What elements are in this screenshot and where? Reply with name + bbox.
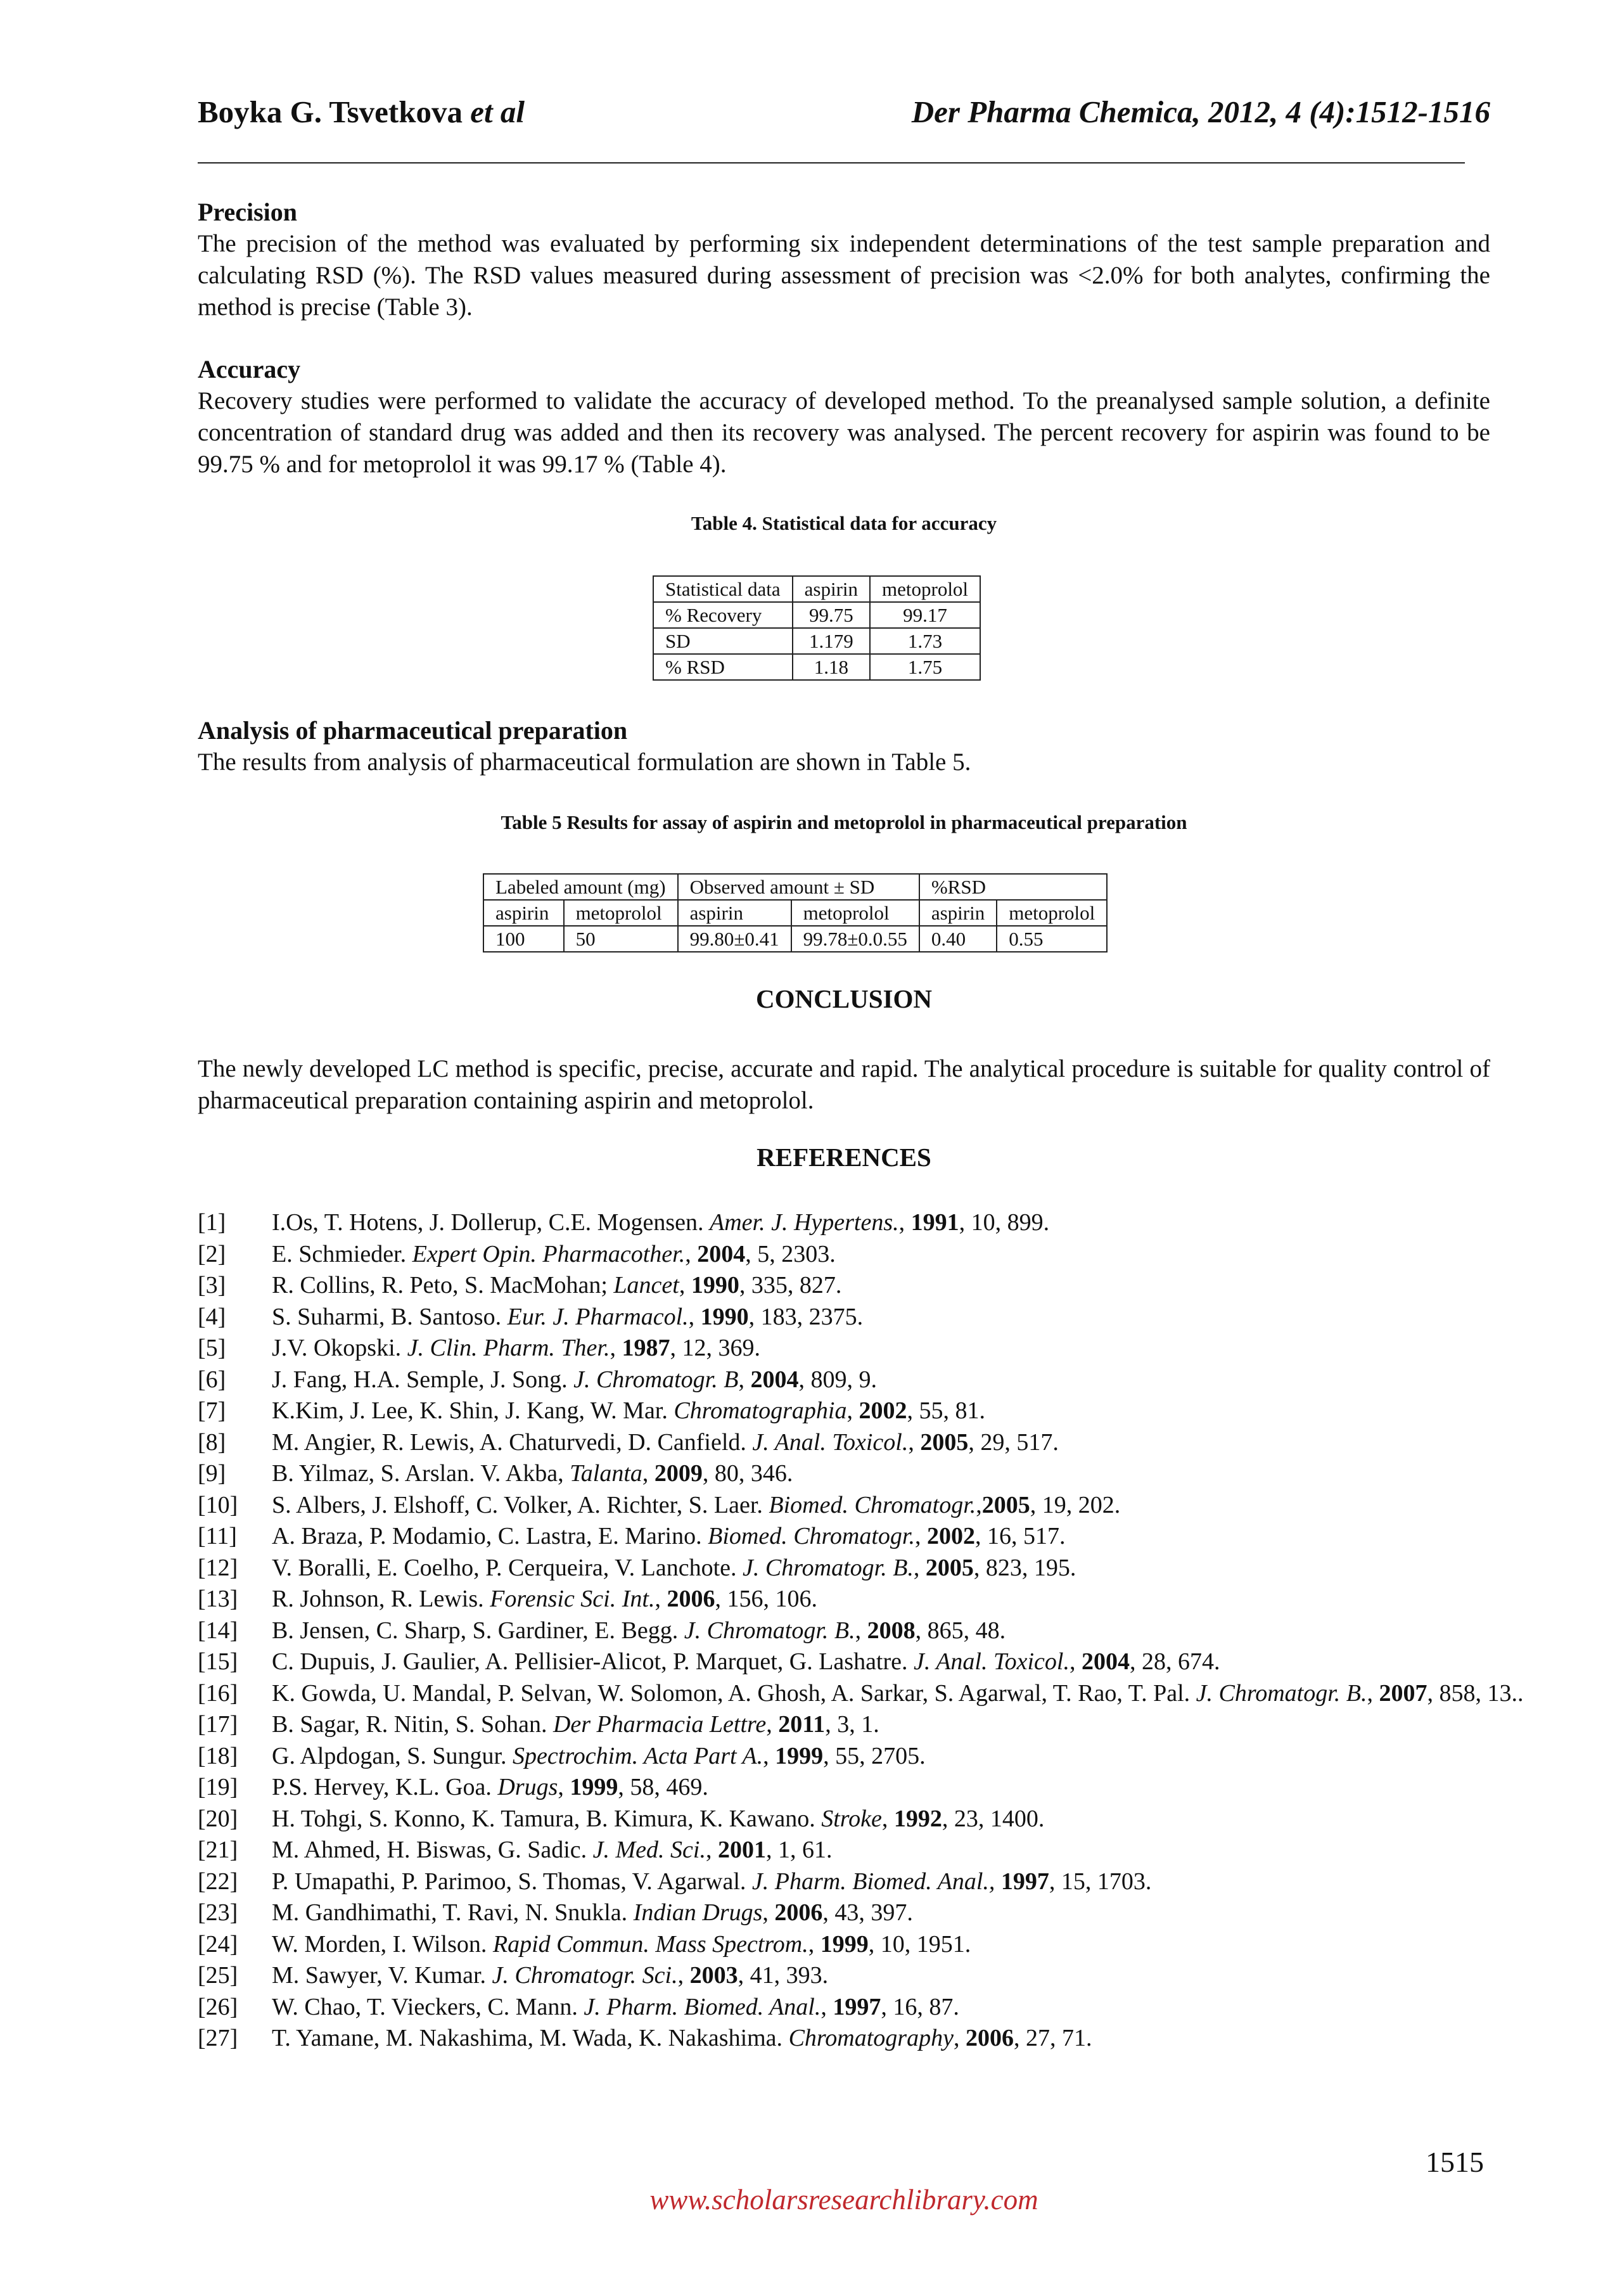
reference-item	[198, 1458, 1541, 1490]
reference-text	[272, 1364, 1541, 1396]
reference-authors: S. Suharmi, B. Santoso.	[272, 1303, 508, 1330]
reference-number: [21]	[198, 1837, 238, 1863]
reference-authors: W. Morden, I. Wilson.	[272, 1930, 493, 1958]
table-cell: 1.75	[870, 654, 980, 680]
reference-journal: Eur. J. Pharmacol.	[507, 1303, 689, 1330]
conclusion-section	[198, 1053, 1490, 1117]
table-header-cell: aspirin	[919, 900, 997, 926]
reference-journal: J. Med. Sci.	[592, 1837, 706, 1863]
reference-journal: Amer. J. Hypertens.	[709, 1209, 899, 1236]
reference-separator: ,	[762, 1899, 775, 1926]
reference-year: 1997	[833, 1993, 881, 2020]
reference-text	[272, 2023, 1541, 2055]
accuracy-paragraph: Recovery studies were performed to validate the accuracy of developed method. To the preanalysed sample solution, a definite concentration of standard drug was added and then its recovery was analysed. The percent recovery for aspirin was found to be 99.75 % and for metoprolol it was 99.17 % (Table 4).	[198, 387, 1490, 478]
reference-journal: Biomed. Chromatogr.	[769, 1491, 976, 1518]
reference-separator: ,	[821, 1993, 833, 2020]
reference-authors: B. Yilmaz, S. Arslan. V. Akba,	[272, 1460, 570, 1487]
reference-number: [4]	[198, 1303, 226, 1330]
table-row	[653, 576, 980, 602]
reference-year: 2004	[750, 1366, 799, 1393]
reference-number: [27]	[198, 2025, 238, 2051]
reference-text	[272, 1584, 1541, 1615]
reference-volume-pages: , 12, 369.	[670, 1335, 760, 1361]
reference-item	[198, 1521, 1541, 1553]
precision-title: Precision	[198, 198, 298, 226]
reference-year: 1999	[570, 1774, 618, 1800]
reference-authors: R. Johnson, R. Lewis.	[272, 1586, 490, 1612]
reference-text	[272, 1992, 1541, 2023]
reference-number: [1]	[198, 1209, 226, 1236]
page-number: 1515	[1426, 2146, 1484, 2178]
reference-item	[198, 1992, 1541, 2023]
references-list	[198, 1207, 1541, 2055]
reference-authors: W. Chao, T. Vieckers, C. Mann.	[272, 1993, 584, 2020]
reference-year: 2005	[920, 1428, 969, 1456]
reference-journal: J. Chromatogr. B.	[684, 1617, 855, 1644]
reference-item	[198, 1772, 1541, 1804]
reference-volume-pages: , 858, 13..	[1427, 1679, 1524, 1707]
table-cell: 1.73	[870, 628, 980, 654]
reference-journal: Stroke	[821, 1805, 882, 1832]
table5	[483, 873, 1108, 952]
reference-separator: ,	[688, 1303, 701, 1330]
reference-text	[272, 1302, 1541, 1333]
reference-number: [22]	[198, 1868, 238, 1895]
reference-authors: P.S. Hervey, K.L. Goa.	[272, 1774, 498, 1800]
reference-journal: Lancet	[613, 1272, 679, 1299]
reference-journal: J. Pharm. Biomed. Anal.	[584, 1993, 821, 2020]
reference-item	[198, 1490, 1541, 1522]
reference-item	[198, 1804, 1541, 1835]
header-rule	[198, 162, 1465, 164]
reference-separator: ,	[763, 1742, 776, 1769]
table-group-header: %RSD	[919, 874, 1107, 900]
reference-volume-pages: , 809, 9.	[798, 1366, 877, 1393]
reference-year: 2004	[697, 1240, 746, 1267]
reference-number: [25]	[198, 1962, 238, 1989]
reference-text	[272, 1615, 1541, 1647]
table-cell: 0.40	[919, 926, 997, 952]
table-header-cell: aspirin	[793, 576, 870, 602]
table-cell: 0.55	[997, 926, 1107, 952]
reference-year: 2008	[867, 1617, 916, 1644]
reference-item	[198, 1333, 1541, 1364]
reference-item	[198, 2023, 1541, 2055]
reference-item	[198, 1960, 1541, 1992]
reference-authors: S. Albers, J. Elshoff, C. Volker, A. Richter, S. Laer.	[272, 1491, 769, 1518]
reference-number: [26]	[198, 1993, 238, 2020]
reference-year: 2006	[774, 1899, 823, 1926]
reference-item	[198, 1929, 1541, 1961]
accuracy-section	[198, 354, 1490, 480]
reference-separator: ,	[1367, 1679, 1379, 1707]
reference-separator: ,	[655, 1586, 667, 1612]
header-et-al: et al	[470, 94, 525, 129]
reference-journal: Spectrochim. Acta Part A.	[513, 1742, 763, 1769]
analysis-section	[198, 715, 1490, 778]
reference-volume-pages: , 5, 2303.	[745, 1240, 836, 1267]
reference-authors: M. Angier, R. Lewis, A. Chaturvedi, D. Canfield.	[272, 1428, 753, 1456]
reference-journal: Rapid Commun. Mass Spectrom.	[492, 1930, 808, 1958]
header-journal: Der Pharma Chemica, 2012, 4 (4):1512-1516	[911, 94, 1490, 129]
table-cell: % RSD	[653, 654, 793, 680]
reference-year: 2005	[925, 1554, 974, 1581]
reference-separator	[995, 1868, 1001, 1895]
reference-separator: ,	[846, 1397, 859, 1424]
table-cell: 1.179	[793, 628, 870, 654]
analysis-title: Analysis of pharmaceutical preparation	[198, 716, 628, 745]
reference-authors: K. Gowda, U. Mandal, P. Selvan, W. Solomon, A. Ghosh, A. Sarkar, S. Agarwal, T. Rao, T. Pal.	[272, 1679, 1196, 1707]
reference-number: [10]	[198, 1491, 238, 1518]
reference-volume-pages: , 10, 899.	[959, 1209, 1050, 1236]
reference-journal: Chromatography	[788, 2025, 954, 2051]
reference-number: [8]	[198, 1428, 226, 1456]
table5-caption: Table 5 Results for assay of aspirin and metoprolol in pharmaceutical preparation	[501, 811, 1187, 833]
reference-number: [20]	[198, 1805, 238, 1832]
table-header-cell: Statistical data	[653, 576, 793, 602]
reference-number: [6]	[198, 1366, 226, 1393]
reference-item	[198, 1239, 1541, 1271]
reference-authors: B. Jensen, C. Sharp, S. Gardiner, E. Begg.	[272, 1617, 684, 1644]
reference-journal: J. Chromatogr. Sci.	[492, 1962, 678, 1989]
reference-text	[272, 1772, 1541, 1804]
reference-authors: I.Os, T. Hotens, J. Dollerup, C.E. Mogensen.	[272, 1209, 710, 1236]
reference-year: 1987	[622, 1335, 670, 1361]
reference-text	[272, 1741, 1541, 1773]
reference-item	[198, 1897, 1541, 1929]
reference-authors: B. Sagar, R. Nitin, S. Sohan.	[272, 1711, 553, 1738]
reference-text	[272, 1866, 1541, 1898]
reference-authors: R. Collins, R. Peto, S. MacMohan;	[272, 1272, 614, 1299]
reference-journal: Talanta	[570, 1460, 642, 1487]
reference-text	[272, 1709, 1541, 1741]
reference-separator: ,	[915, 1523, 927, 1549]
accuracy-title: Accuracy	[198, 355, 301, 383]
reference-journal: J. Anal. Toxicol.	[914, 1648, 1070, 1675]
reference-volume-pages: , 10, 1951.	[868, 1930, 971, 1958]
reference-volume-pages: , 156, 106.	[715, 1586, 817, 1612]
reference-journal: J. Pharm. Biomed. Anal.,	[751, 1868, 995, 1895]
reference-separator: ,	[766, 1711, 779, 1738]
reference-number: [16]	[198, 1679, 238, 1707]
conclusion-title: CONCLUSION	[756, 984, 932, 1013]
table4-caption: Table 4. Statistical data for accuracy	[691, 512, 997, 534]
reference-volume-pages: , 823, 195.	[973, 1554, 1076, 1581]
reference-year: 1990	[700, 1303, 749, 1330]
table-header-cell: aspirin	[678, 900, 791, 926]
reference-authors: M. Sawyer, V. Kumar.	[272, 1962, 492, 1989]
reference-authors: C. Dupuis, J. Gaulier, A. Pellisier-Alicot, P. Marquet, G. Lashatre.	[272, 1648, 914, 1675]
reference-year: 1990	[691, 1272, 739, 1299]
reference-year: 2006	[965, 2025, 1014, 2051]
reference-text	[272, 1427, 1541, 1459]
reference-volume-pages: , 1, 61.	[765, 1837, 833, 1863]
precision-paragraph: The precision of the method was evaluated by performing six independent determinations of the test sample preparation and calculating RSD (%). The RSD values measured during assessment of precision was <2.0% for both analytes, confirming the method is precise (Table 3).	[198, 230, 1490, 321]
table-header-cell: metoprolol	[870, 576, 980, 602]
table-row	[653, 654, 980, 680]
reference-authors: K.Kim, J. Lee, K. Shin, J. Kang, W. Mar.	[272, 1397, 674, 1424]
reference-separator: ,	[610, 1335, 622, 1361]
reference-text	[272, 1270, 1541, 1302]
reference-authors: M. Gandhimathi, T. Ravi, N. Snukla.	[272, 1899, 634, 1926]
reference-year: 1992	[893, 1805, 942, 1832]
reference-year: 2002	[927, 1523, 975, 1549]
table-cell: 99.75	[793, 602, 870, 628]
reference-authors: H. Tohgi, S. Konno, K. Tamura, B. Kimura, K. Kawano.	[272, 1805, 822, 1832]
table-cell: % Recovery	[653, 602, 793, 628]
table-header-cell: metoprolol	[997, 900, 1107, 926]
reference-authors: J.V. Okopski.	[272, 1335, 407, 1361]
reference-journal: Drugs	[497, 1774, 558, 1800]
reference-separator: ,	[898, 1209, 911, 1236]
table-header-cell: metoprolol	[791, 900, 919, 926]
reference-journal: J. Chromatogr. B.	[743, 1554, 914, 1581]
reference-number: [18]	[198, 1742, 238, 1769]
reference-journal: Expert Opin. Pharmacother.	[412, 1240, 686, 1267]
reference-item	[198, 1709, 1541, 1741]
reference-authors: M. Ahmed, H. Biswas, G. Sadic.	[272, 1837, 593, 1863]
reference-text	[272, 1804, 1541, 1835]
reference-text	[272, 1490, 1541, 1522]
reference-separator: ,	[1069, 1648, 1082, 1675]
reference-item	[198, 1646, 1541, 1678]
table-cell: 99.80±0.41	[678, 926, 791, 952]
reference-text	[272, 1553, 1541, 1584]
reference-authors: T. Yamane, M. Nakashima, M. Wada, K. Nakashima.	[272, 2025, 789, 2051]
reference-year: 2011	[778, 1711, 826, 1738]
table-cell: 50	[564, 926, 678, 952]
reference-journal: J. Anal. Toxicol.	[752, 1428, 909, 1456]
reference-number: [23]	[198, 1899, 238, 1926]
reference-volume-pages: , 23, 1400.	[942, 1805, 1045, 1832]
reference-journal: Forensic Sci. Int.	[490, 1586, 655, 1612]
table-cell: 1.18	[793, 654, 870, 680]
reference-number: [24]	[198, 1930, 238, 1958]
reference-text	[272, 1929, 1541, 1961]
reference-separator: ,	[679, 1272, 691, 1299]
table-cell: 99.17	[870, 602, 980, 628]
reference-year: 1999	[820, 1930, 869, 1958]
precision-section	[198, 196, 1490, 323]
table-row	[483, 900, 1107, 926]
reference-number: [3]	[198, 1272, 226, 1299]
reference-volume-pages: , 27, 71.	[1013, 2025, 1092, 2051]
reference-number: [13]	[198, 1586, 238, 1612]
table-cell: 100	[483, 926, 564, 952]
reference-year: 2003	[689, 1962, 738, 1989]
reference-separator: ,	[677, 1962, 690, 1989]
reference-text	[272, 1521, 1541, 1553]
reference-text	[272, 1897, 1541, 1929]
reference-journal: Chromatographia	[674, 1397, 847, 1424]
reference-separator: ,	[705, 1837, 718, 1863]
reference-separator: ,	[913, 1554, 926, 1581]
table-group-header: Observed amount ± SD	[678, 874, 919, 900]
reference-volume-pages: , 335, 827.	[739, 1272, 842, 1299]
reference-volume-pages: , 29, 517.	[968, 1428, 1059, 1456]
reference-volume-pages: , 55, 2705.	[823, 1742, 926, 1769]
reference-year: 1997	[1000, 1868, 1049, 1895]
reference-number: [7]	[198, 1397, 226, 1424]
reference-number: [9]	[198, 1460, 226, 1487]
reference-volume-pages: , 16, 87.	[881, 1993, 959, 2020]
reference-volume-pages: , 865, 48.	[915, 1617, 1006, 1644]
reference-separator: ,	[808, 1930, 821, 1958]
reference-number: [11]	[198, 1523, 237, 1549]
running-header	[198, 94, 1490, 138]
reference-year: 2004	[1081, 1648, 1130, 1675]
reference-journal: J. Chromatogr. B.	[1196, 1679, 1367, 1707]
reference-number: [19]	[198, 1774, 238, 1800]
reference-separator: ,	[855, 1617, 867, 1644]
reference-authors: A. Braza, P. Modamio, C. Lastra, E. Marino.	[272, 1523, 708, 1549]
reference-journal: Der Pharmacia Lettre	[552, 1711, 767, 1738]
reference-year: 1991	[910, 1209, 959, 1236]
table-row	[483, 926, 1107, 952]
reference-item	[198, 1395, 1541, 1427]
reference-volume-pages: , 41, 393.	[738, 1962, 829, 1989]
reference-journal: Indian Drugs	[633, 1899, 763, 1926]
reference-separator: ,	[976, 1491, 982, 1518]
analysis-paragraph: The results from analysis of pharmaceutical formulation are shown in Table 5.	[198, 748, 971, 776]
reference-year: 2005	[981, 1491, 1030, 1518]
reference-text	[272, 1960, 1541, 1992]
reference-separator: ,	[881, 1805, 894, 1832]
reference-year: 2006	[667, 1586, 715, 1612]
reference-separator: ,	[685, 1240, 698, 1267]
reference-year: 2009	[654, 1460, 703, 1487]
footer-url[interactable]: www.scholarsresearchlibrary.com	[649, 2184, 1038, 2216]
reference-volume-pages: , 183, 2375.	[748, 1303, 864, 1330]
references-title: REFERENCES	[757, 1143, 931, 1172]
reference-item	[198, 1302, 1541, 1333]
reference-item	[198, 1270, 1541, 1302]
reference-separator: ,	[908, 1428, 921, 1456]
reference-item	[198, 1678, 1541, 1710]
reference-separator: ,	[953, 2025, 966, 2051]
reference-year: 1999	[775, 1742, 824, 1769]
reference-separator: ,	[738, 1366, 751, 1393]
reference-authors: P. Umapathi, P. Parimoo, S. Thomas, V. Agarwal.	[272, 1868, 752, 1895]
reference-item	[198, 1741, 1541, 1773]
reference-text	[272, 1458, 1541, 1490]
reference-text	[272, 1835, 1541, 1866]
reference-item	[198, 1364, 1541, 1396]
reference-volume-pages: , 58, 469.	[618, 1774, 708, 1800]
table-header-cell: aspirin	[483, 900, 564, 926]
table-cell: 99.78±0.0.55	[791, 926, 919, 952]
reference-volume-pages: , 3, 1.	[825, 1711, 879, 1738]
reference-volume-pages: , 19, 202.	[1030, 1491, 1121, 1518]
reference-number: [12]	[198, 1554, 238, 1581]
reference-authors: E. Schmieder.	[272, 1240, 412, 1267]
reference-volume-pages: , 43, 397.	[822, 1899, 913, 1926]
reference-journal: J. Clin. Pharm. Ther.	[407, 1335, 610, 1361]
reference-item	[198, 1207, 1541, 1239]
reference-item	[198, 1866, 1541, 1898]
conclusion-paragraph: The newly developed LC method is specific, precise, accurate and rapid. The analytical procedure is suitable for quality control of pharmaceutical preparation containing aspirin and metoprolol.	[198, 1055, 1490, 1114]
reference-volume-pages: , 28, 674.	[1129, 1648, 1220, 1675]
reference-authors: V. Boralli, E. Coelho, P. Cerqueira, V. Lanchote.	[272, 1554, 743, 1581]
reference-item	[198, 1615, 1541, 1647]
reference-journal: Biomed. Chromatogr.	[708, 1523, 915, 1549]
reference-number: [15]	[198, 1648, 238, 1675]
reference-item	[198, 1584, 1541, 1615]
reference-text	[272, 1646, 1541, 1678]
header-authors	[198, 94, 525, 130]
reference-volume-pages: , 15, 1703.	[1049, 1868, 1152, 1895]
reference-year: 2007	[1379, 1679, 1427, 1707]
reference-number: [5]	[198, 1335, 226, 1361]
reference-volume-pages: , 55, 81.	[907, 1397, 985, 1424]
reference-text	[272, 1207, 1541, 1239]
reference-journal: J. Chromatogr. B	[573, 1366, 739, 1393]
table-group-header: Labeled amount (mg)	[483, 874, 678, 900]
table-row	[653, 602, 980, 628]
reference-authors: J. Fang, H.A. Semple, J. Song.	[272, 1366, 574, 1393]
table-row	[483, 874, 1107, 900]
reference-item	[198, 1553, 1541, 1584]
reference-number: [2]	[198, 1240, 226, 1267]
reference-item	[198, 1427, 1541, 1459]
reference-volume-pages: , 16, 517.	[975, 1523, 1066, 1549]
table4	[653, 575, 981, 681]
reference-text	[272, 1678, 1541, 1710]
reference-volume-pages: , 80, 346.	[702, 1460, 793, 1487]
reference-text	[272, 1239, 1541, 1271]
table-row	[653, 628, 980, 654]
header-author-name: Boyka G. Tsvetkova	[198, 94, 471, 129]
reference-year: 2001	[717, 1837, 766, 1863]
table-cell: SD	[653, 628, 793, 654]
reference-item	[198, 1835, 1541, 1866]
table-header-cell: metoprolol	[564, 900, 678, 926]
reference-year: 2002	[859, 1397, 907, 1424]
reference-authors: G. Alpdogan, S. Sungur.	[272, 1742, 513, 1769]
reference-separator: ,	[558, 1774, 570, 1800]
reference-number: [14]	[198, 1617, 238, 1644]
reference-text	[272, 1333, 1541, 1364]
reference-separator: ,	[642, 1460, 655, 1487]
reference-number: [17]	[198, 1711, 238, 1738]
reference-text	[272, 1395, 1541, 1427]
